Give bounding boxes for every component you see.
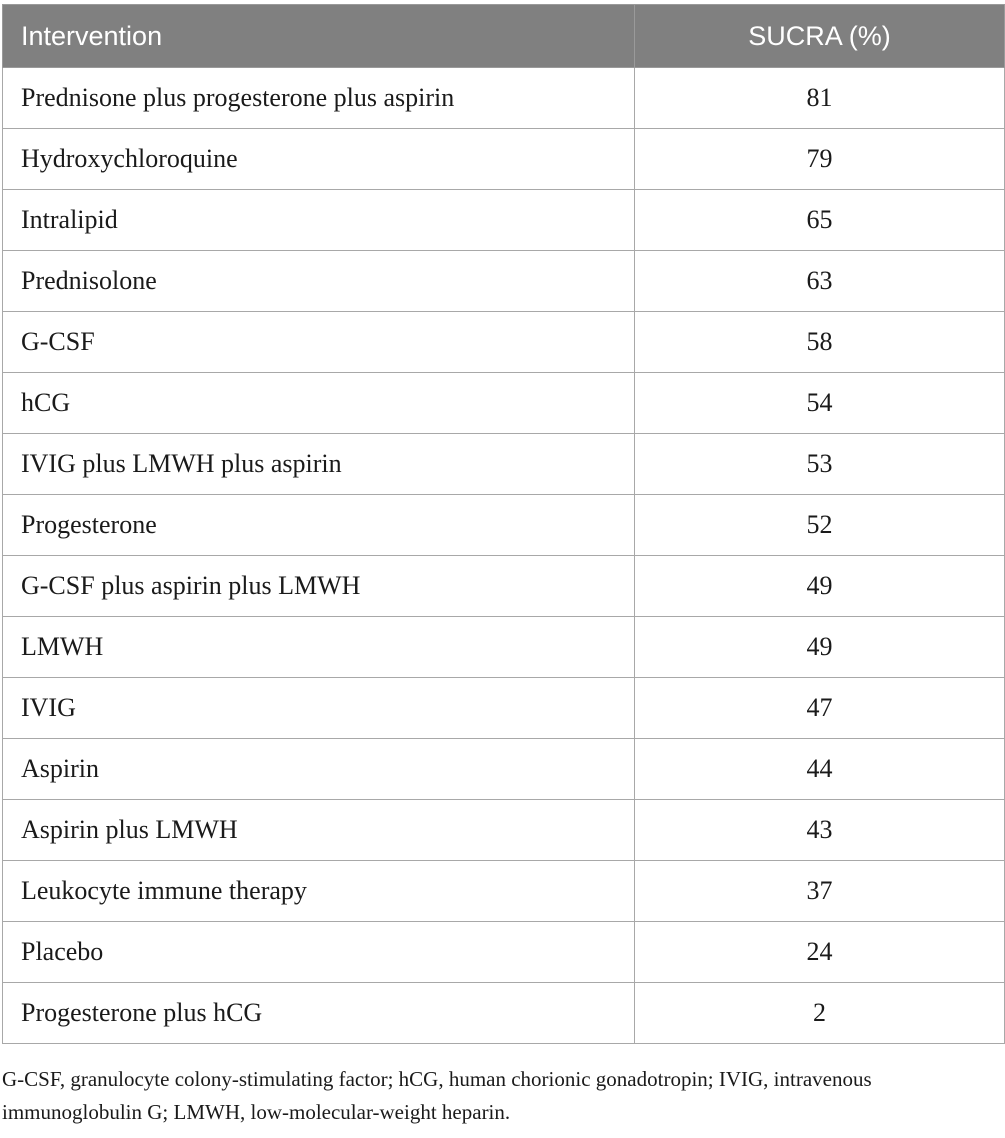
intervention-cell: Prednisone plus progesterone plus aspirin xyxy=(3,68,635,129)
sucra-cell: 37 xyxy=(635,861,1005,922)
table-row xyxy=(3,251,1005,312)
sucra-table-container xyxy=(2,4,1004,1044)
header-intervention: Intervention xyxy=(3,5,635,68)
sucra-cell: 47 xyxy=(635,678,1005,739)
sucra-cell: 49 xyxy=(635,617,1005,678)
sucra-cell: 49 xyxy=(635,556,1005,617)
table-row xyxy=(3,556,1005,617)
sucra-table xyxy=(2,4,1005,1044)
table-row xyxy=(3,129,1005,190)
table-row xyxy=(3,739,1005,800)
intervention-cell: G-CSF plus aspirin plus LMWH xyxy=(3,556,635,617)
sucra-cell: 44 xyxy=(635,739,1005,800)
sucra-cell: 63 xyxy=(635,251,1005,312)
sucra-cell: 53 xyxy=(635,434,1005,495)
intervention-cell: IVIG xyxy=(3,678,635,739)
header-row xyxy=(3,5,1005,68)
intervention-cell: Progesterone xyxy=(3,495,635,556)
sucra-cell: 2 xyxy=(635,983,1005,1044)
table-row xyxy=(3,373,1005,434)
sucra-cell: 58 xyxy=(635,312,1005,373)
sucra-cell: 52 xyxy=(635,495,1005,556)
table-row xyxy=(3,312,1005,373)
table-body xyxy=(3,68,1005,1044)
table-row xyxy=(3,495,1005,556)
sucra-cell: 79 xyxy=(635,129,1005,190)
intervention-cell: Intralipid xyxy=(3,190,635,251)
table-row xyxy=(3,922,1005,983)
table-header xyxy=(3,5,1005,68)
sucra-cell: 65 xyxy=(635,190,1005,251)
intervention-cell: Aspirin xyxy=(3,739,635,800)
table-row xyxy=(3,861,1005,922)
sucra-cell: 81 xyxy=(635,68,1005,129)
table-row xyxy=(3,68,1005,129)
intervention-cell: Aspirin plus LMWH xyxy=(3,800,635,861)
intervention-cell: Placebo xyxy=(3,922,635,983)
intervention-cell: Leukocyte immune therapy xyxy=(3,861,635,922)
intervention-cell: Hydroxychloroquine xyxy=(3,129,635,190)
sucra-cell: 24 xyxy=(635,922,1005,983)
table-row xyxy=(3,617,1005,678)
table-row xyxy=(3,434,1005,495)
intervention-cell: IVIG plus LMWH plus aspirin xyxy=(3,434,635,495)
intervention-cell: hCG xyxy=(3,373,635,434)
sucra-cell: 43 xyxy=(635,800,1005,861)
intervention-cell: Progesterone plus hCG xyxy=(3,983,635,1044)
table-row xyxy=(3,800,1005,861)
table-row xyxy=(3,190,1005,251)
intervention-cell: LMWH xyxy=(3,617,635,678)
sucra-cell: 54 xyxy=(635,373,1005,434)
table-row xyxy=(3,983,1005,1044)
intervention-cell: G-CSF xyxy=(3,312,635,373)
intervention-cell: Prednisolone xyxy=(3,251,635,312)
header-sucra: SUCRA (%) xyxy=(635,5,1005,68)
table-row xyxy=(3,678,1005,739)
table-footnote: G-CSF, granulocyte colony-stimulating factor; hCG, human chorionic gonadotropin; IVIG, intravenous immunoglobulin G; LMWH, low-molecular-weight heparin. xyxy=(2,1067,872,1124)
